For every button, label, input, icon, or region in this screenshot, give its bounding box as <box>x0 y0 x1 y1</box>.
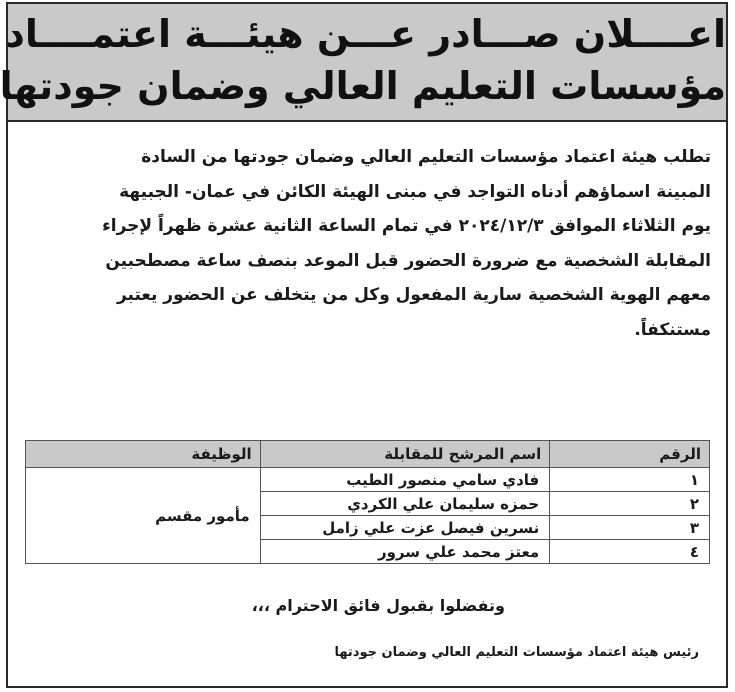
candidate-name: معتز محمد علي سرور <box>260 540 550 564</box>
header-job: الوظيفة <box>26 441 261 468</box>
row-number: ١ <box>550 468 710 492</box>
signature-line: رئيس هيئة اعتماد مؤسسات التعليم العالي وضمان جودتها <box>334 645 699 660</box>
body-line: تطلب هيئة اعتماد مؤسسات التعليم العالي وضمان جودتها من السادة <box>141 147 711 167</box>
row-number: ٣ <box>550 516 710 540</box>
body-line: المبينة اسماؤهم أدناه التواجد في مبنى الهيئة الكائن في عمان- الجبيهة <box>119 181 711 202</box>
closing-greeting: وتفضلوا بقبول فائق الاحترام ،،، <box>251 596 505 615</box>
candidates-table <box>25 440 710 564</box>
table-header-row <box>26 441 710 468</box>
candidate-name: فادي سامي منصور الطيب <box>260 468 550 492</box>
announcement-body <box>21 140 711 347</box>
announcement-header <box>0 4 726 122</box>
header-title-line-1: اعــــلان صـــادر عـــن هيئـــة اعتمــــاد <box>5 12 726 56</box>
job-title: مأمور مقسم <box>26 468 261 564</box>
row-number: ٤ <box>550 540 710 564</box>
row-number: ٢ <box>550 492 710 516</box>
body-line: يوم الثلاثاء الموافق ٢٠٢٤/١٢/٣ في تمام الساعة الثانية عشرة ظهراً لإجراء <box>102 216 711 236</box>
header-candidate-name: اسم المرشح للمقابلة <box>260 441 550 468</box>
header-title-line-2: مؤسسات التعليم العالي وضمان جودتها <box>0 64 726 108</box>
header-number: الرقم <box>550 441 710 468</box>
body-line: معهم الهوية الشخصية سارية المفعول وكل من يتخلف عن الحضور يعتبر <box>116 285 711 305</box>
body-line: مستنكفاً. <box>634 319 711 340</box>
table-row <box>26 468 710 492</box>
body-line: المقابلة الشخصية مع ضرورة الحضور قبل الموعد بنصف ساعة مصطحبين <box>105 250 711 271</box>
candidate-name: حمزه سليمان علي الكردي <box>260 492 550 516</box>
candidate-name: نسرين فيصل عزت علي زامل <box>260 516 550 540</box>
